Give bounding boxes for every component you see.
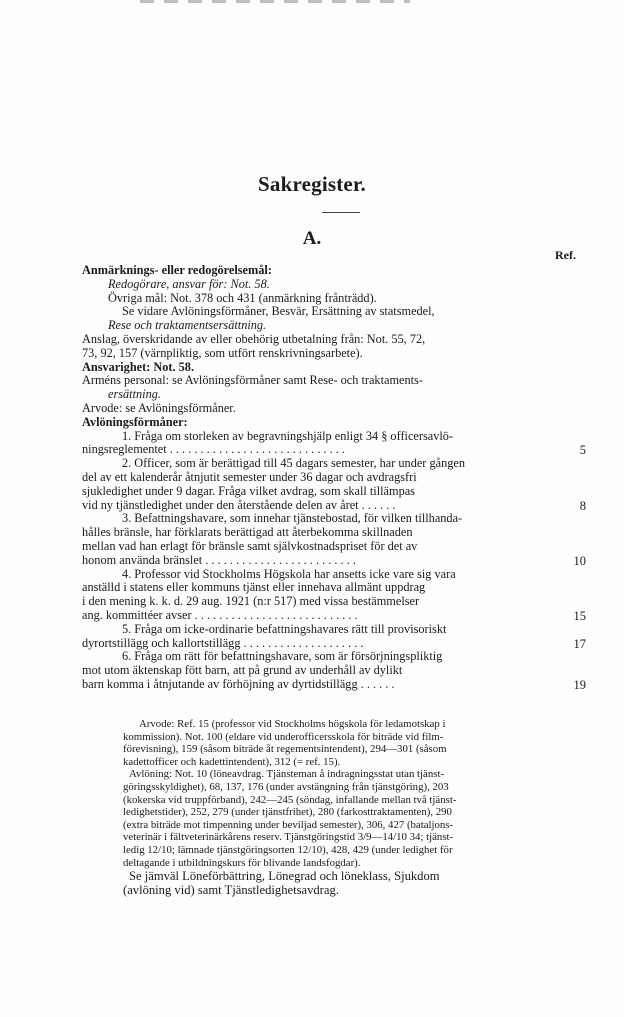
entry-line: i den mening k. k. d. 29 aug. 1921 (n:r 517) med vissa bestämmelser xyxy=(82,594,420,609)
footnote-line: kadettofficer och kadettintendent), 312 (= ref. 15). xyxy=(123,755,341,768)
page-title: Sakregister. xyxy=(258,172,366,196)
entry-line: sjukledighet under 9 dagar. Fråga vilket avdrag, som skall tillämpas xyxy=(82,483,415,498)
entry-line: del av ett kalenderår åtnjutit semester under 36 dagar och avdragsfri xyxy=(82,469,417,484)
entry-line: Anslag, överskridande av eller obehörig utbetalning från: Not. 55, 72, xyxy=(82,331,426,346)
entry-line: anställd i statens eller kommuns tjänst eller innehava allmänt uppdrag xyxy=(82,580,426,595)
ref-number: 5 xyxy=(579,443,586,458)
footnote-line: göringsskyldighet), 68, 137, 176 (under avstängning från tjänstgöring), 203 xyxy=(123,780,449,793)
entry-line: 3. Befattningshavare, som innehar tjänstebostad, för vilken tillhanda- xyxy=(122,511,463,526)
title-divider xyxy=(322,212,360,213)
footnote-line: ledighetstider), 252, 279 (under tjänstfrihet), 280 (farkosttraktamenten), 290 xyxy=(123,806,452,819)
entry-line: 73, 92, 157 (värnpliktig, som utfört renskrivningsarbete). xyxy=(82,345,363,360)
entry-line: 4. Professor vid Stockholms Högskola har ansetts icke vare sig vara xyxy=(122,566,456,581)
entry-line: mellan vad han erlagt för bränsle samt självkostnadspriset för det av xyxy=(82,538,418,553)
footnote-block xyxy=(123,718,555,897)
ref-number: 10 xyxy=(573,553,586,568)
entry-line: Se vidare Avlöningsförmåner, Besvär, Ersättning av statsmedel, xyxy=(122,304,435,319)
footnote-line: Arvode: Ref. 15 (professor vid Stockholms högskola för ledamotskap i xyxy=(139,718,446,730)
entry-line: Avlöningsförmåner: xyxy=(82,414,188,429)
entry-line: 1. Fråga om storleken av begravningshjälp enligt 34 § officersavlö- xyxy=(122,428,454,443)
entry-line: Ansvarighet: Not. 58. xyxy=(82,359,195,374)
entry-line: Anmärknings- eller redogörelsemål: xyxy=(82,263,272,277)
entry-line: ang. kommittéer avser . . . . . . . . . . . . . . . . . . . . . . . . . . . xyxy=(82,607,358,622)
footnote-line: (extra biträde mot timpenning under beviljad semester), 306, 427 (bataljons- xyxy=(123,818,454,831)
entry-line: Övriga mål: Not. 378 och 431 (anmärkning frånträdd). xyxy=(108,290,377,305)
footnote-line: ledig 12/10; lämnade tjänstgöringsorten 12/10), 428, 429 (under ledighet för xyxy=(123,843,453,856)
section-letter: A. xyxy=(302,228,322,249)
entry-line: vid ny tjänstledighet under den återstående delen av året . . . . . . xyxy=(82,497,396,512)
header-rule-fragment xyxy=(140,0,410,3)
entry-line: ningsreglementet . . . . . . . . . . . . . . . . . . . . . . . . . . . . . xyxy=(82,442,345,457)
index-entries xyxy=(82,264,552,692)
entry-line: Arméns personal: se Avlöningsförmåner samt Rese- och traktaments- xyxy=(82,373,423,388)
entry-line: 6. Fråga om rätt för befattningshavare, som är försörjningspliktig xyxy=(122,649,443,664)
footnote-line: Avlöning: Not. 10 (löneavdrag. Tjänsteman å indragningsstat utan tjänst- xyxy=(129,768,445,781)
entry-line: Arvode: se Avlöningsförmåner. xyxy=(82,400,236,415)
entry-line: mot utom äktenskap fött barn, att på grund av underhåll av dylikt xyxy=(82,663,403,678)
ref-number: 15 xyxy=(573,609,586,623)
entry-line: 2. Officer, som är berättigad till 45 dagars semester, har under gången xyxy=(122,456,465,471)
ref-column-heading: Ref. xyxy=(555,248,576,262)
entry-line: barn komma i åtnjutande av förhöjning av dyrtidstillägg . . . . . . xyxy=(82,676,395,691)
footnote-line: (avlöning vid) samt Tjänstledighetsavdrag. xyxy=(123,883,339,898)
footnote-line: (kokerska vid truppförband), 242—245 (söndag, infallande mellan två tjänst- xyxy=(123,793,457,806)
entry-line: 5. Fråga om icke-ordinarie befattningshavares rätt till provisoriskt xyxy=(122,621,447,636)
entry-line: Redogörare, ansvar för: Not. 58. xyxy=(108,276,270,291)
entry-line: Rese och traktamentsersättning. xyxy=(108,318,267,333)
entry-line: dyrortstillägg och kallortstillägg . . . . . . . . . . . . . . . . . . . . xyxy=(82,635,364,650)
footnote-line: kommission). Not. 100 (eldare vid underofficersskola för biträde vid film- xyxy=(123,730,444,743)
footnote-line: Se jämväl Löneförbättring, Lönegrad och löneklass, Sjukdom xyxy=(129,869,440,884)
ref-number: 8 xyxy=(579,498,586,513)
ref-number: 19 xyxy=(573,678,586,692)
entry-line: honom använda bränslet . . . . . . . . . . . . . . . . . . . . . . . . . xyxy=(82,552,356,567)
entry-line: hålles bränsle, har förklarats berättigad att återbekomma skillnaden xyxy=(82,525,413,540)
footnote-line: deltagande i utbildningskurs för blivande landsfogdar). xyxy=(123,856,361,869)
ref-number: 17 xyxy=(573,636,586,651)
footnote-line: förevisning), 159 (såsom biträde åt regementsintendent), 294—301 (såsom xyxy=(123,743,447,756)
entry-line: ersättning. xyxy=(108,387,161,402)
footnote-line: veterinär i fältveterinärkårens reserv. Tjänstgöringstid 3/9—14/10 34; tjänst- xyxy=(123,831,454,844)
